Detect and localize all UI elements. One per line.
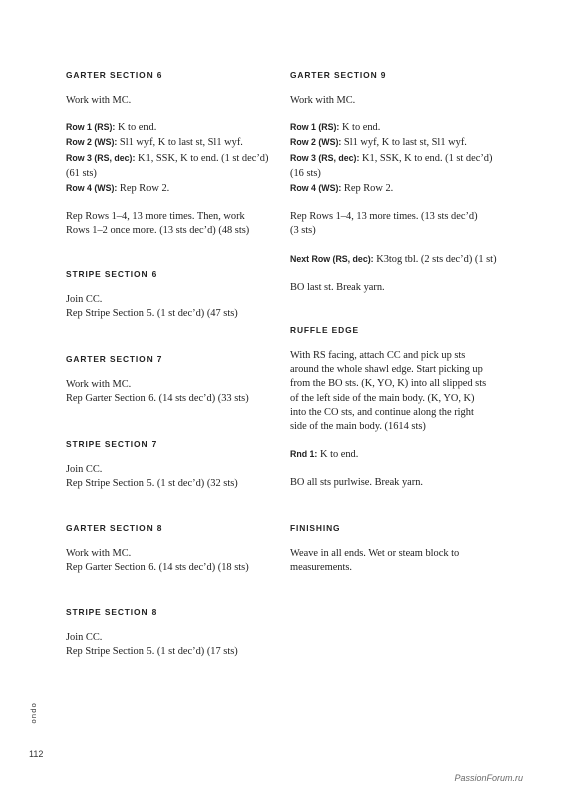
section-heading: STRIPE SECTION 8 [66,607,158,617]
garter-section-7 [66,354,301,406]
row-line: (61 sts) [66,167,97,179]
row-line: Row 4 (WS): Rep Row 2. [66,183,170,195]
stripe-section-8 [66,607,301,659]
row-list [290,120,525,196]
stripe-section-7 [66,439,301,491]
section-text: Join CC. Rep Stripe Section 5. (1 st dec’d) (17 sts) [66,632,238,658]
row-line: (16 sts) [290,167,321,179]
section-text: Work with MC. Rep Garter Section 6. (14 sts dec’d) (18 sts) [66,548,249,574]
section-text: Weave in all ends. Wet or steam block to measurements. [290,548,460,574]
garter-section-9 [290,70,525,295]
section-heading: STRIPE SECTION 7 [66,439,158,449]
section-heading: GARTER SECTION 9 [290,70,387,80]
section-heading: GARTER SECTION 6 [66,70,163,80]
row-line: Row 1 (RS): K to end. [290,122,381,134]
intro-text: Work with MC. [66,95,132,106]
finishing-section [290,523,525,575]
watermark: PassionForum.ru [454,773,523,783]
section-heading: RUFFLE EDGE [290,325,359,335]
side-running-label: ondo [29,702,38,724]
row-line: Row 3 (RS, dec): K1, SSK, K to end. (1 st dec’d) [66,152,269,164]
row-line: Row 2 (WS): Sl1 wyf, K to last st, Sl1 wyf. [66,137,243,149]
row-list [66,120,301,196]
section-heading: GARTER SECTION 7 [66,354,163,364]
repeat-text: Rep Rows 1–4, 13 more times. Then, work Rows 1–2 once more. (13 sts dec’d) (48 sts) [66,211,250,237]
row-line: Row 3 (RS, dec): K1, SSK, K to end. (1 st dec’d) [290,152,493,164]
next-row-text: Next Row (RS, dec): K3tog tbl. (2 sts dec’d) (1 st) [290,253,497,265]
section-heading: FINISHING [290,523,341,533]
round-text: Rnd 1: K to end. [290,449,359,461]
page-number: 112 [29,749,44,759]
row-line: Row 4 (WS): Rep Row 2. [290,183,394,195]
row-line: Row 1 (RS): K to end. [66,122,157,134]
ruffle-edge-section [290,325,525,491]
section-heading: STRIPE SECTION 6 [66,269,158,279]
garter-section-8 [66,523,301,575]
section-text: Work with MC. Rep Garter Section 6. (14 sts dec’d) (33 sts) [66,379,249,405]
section-heading: GARTER SECTION 8 [66,523,163,533]
garter-section-6 [66,70,301,239]
section-text: Join CC. Rep Stripe Section 5. (1 st dec’d) (32 sts) [66,464,238,490]
section-text: Join CC. Rep Stripe Section 5. (1 st dec’d) (47 sts) [66,294,238,320]
repeat-text: Rep Rows 1–4, 13 more times. (13 sts dec’d) (3 sts) [290,211,478,237]
bind-off-text: BO all sts purlwise. Break yarn. [290,477,424,489]
intro-text: Work with MC. [290,95,356,106]
bind-off-text: BO last st. Break yarn. [290,281,385,293]
ruffle-instructions: With RS facing, attach CC and pick up sts around the whole shawl edge. Start picking up from the BO sts. (K, YO, K) into all slipped sts of the left side of the main body. (K, YO, K) into the CO sts, and continue along the right side of the main body. (1614 sts) [290,350,487,433]
row-line: Row 2 (WS): Sl1 wyf, K to last st, Sl1 wyf. [290,137,467,149]
stripe-section-6 [66,269,301,321]
